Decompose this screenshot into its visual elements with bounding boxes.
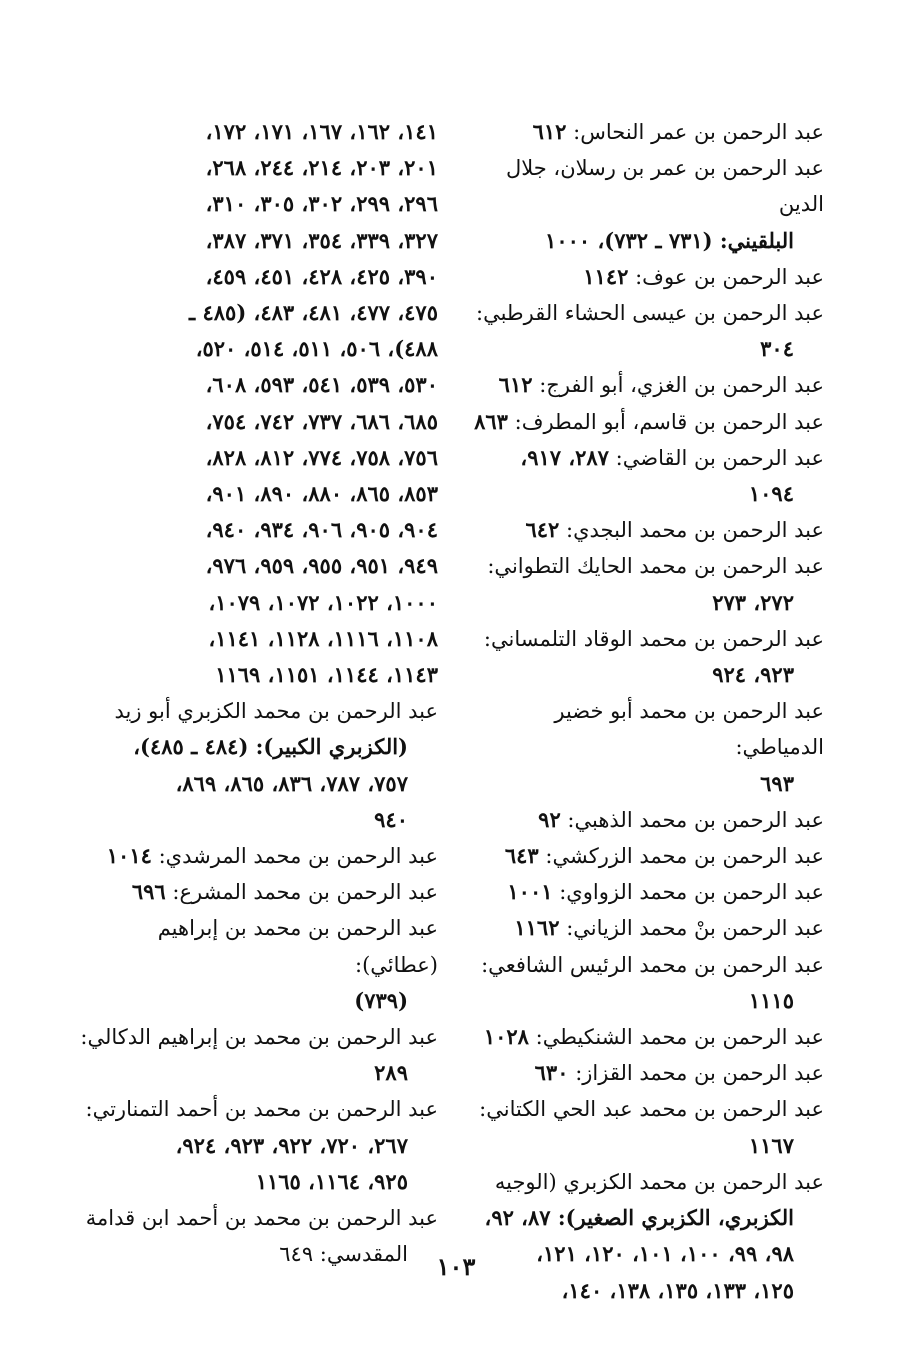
ref-line: ٦٨٥، ٦٨٦، ٧٣٧، ٧٤٢، ٧٥٤، xyxy=(205,408,438,434)
right-column xyxy=(466,114,824,1309)
entry-name: عبد الرحمن بن محمد بن أحمد ابن قدامة xyxy=(85,1206,438,1231)
entry-name: عبد الرحمن بن محمد الشنكيطي: xyxy=(535,1025,824,1050)
entry-refs: ١٠١٤ xyxy=(106,843,152,869)
ref-line: ٤٧٥، ٤٧٧، ٤٨١، ٤٨٣، (٤٨٥ ـ xyxy=(189,300,438,326)
entry-refs: ١١٦٢ xyxy=(514,915,560,941)
index-entry xyxy=(466,621,824,693)
index-entry xyxy=(466,1055,824,1091)
entry-name: عبد الرحمن بن محمد بن إبراهيم الدكالي: xyxy=(80,1025,438,1050)
index-entry xyxy=(80,693,438,838)
index-entry xyxy=(466,367,824,403)
entry-name: عبد الرحمن بن محمد الكزبري أبو زيد xyxy=(114,699,438,724)
left-column xyxy=(80,114,438,1273)
entry-name: عبد الرحمن بن محمد الحايك التطواني: xyxy=(487,554,824,579)
entry-name: عبد الرحمن بن القاضي: xyxy=(615,445,824,470)
entry-continuation: الكزبري، الكزبري الصغير): ٨٧، ٩٢، xyxy=(484,1205,794,1231)
entry-name: عبد الرحمن بن محمد البجدي: xyxy=(566,518,824,543)
entry-name: عبد الرحمن بن محمد بن أحمد التمنارتي: xyxy=(85,1097,438,1122)
entry-continuation: ٩٢٥، ١١٦٤، ١١٦٥ xyxy=(255,1168,408,1194)
ref-line: ٢٠١، ٢٠٣، ٢١٤، ٢٤٤، ٢٦٨، xyxy=(205,155,438,181)
ref-line: ١١٤٣، ١١٤٤، ١١٥١، ١١٦٩ xyxy=(215,662,438,688)
index-entry xyxy=(466,295,824,367)
entry-refs: ١٠٠١ xyxy=(507,879,553,905)
ref-line: ١٤١، ١٦٢، ١٦٧، ١٧١، ١٧٢، xyxy=(205,119,438,144)
ref-line: ٩٠٤، ٩٠٥، ٩٠٦، ٩٣٤، ٩٤٠، xyxy=(205,517,438,543)
entry-name: عبد الرحمن بن عيسى الحشاء القرطبي: xyxy=(476,301,824,326)
index-entry xyxy=(466,114,824,150)
entry-name: عبد الرحمن بن محمد القزاز: xyxy=(575,1061,824,1086)
entry-refs: ٦٩٦ xyxy=(131,879,166,905)
index-entry xyxy=(466,947,824,1019)
ref-line: ٩٤٩، ٩٥١، ٩٥٥، ٩٥٩، ٩٧٦، xyxy=(205,553,438,579)
entry-name: عبد الرحمن بن محمد عبد الحي الكتاني: xyxy=(479,1097,824,1122)
entry-continuation: البلقيني: (٧٣١ ـ ٧٣٢)، ١٠٠٠ xyxy=(545,227,794,253)
entry-refs: ٨٦٣ xyxy=(474,408,508,434)
ref-line: ٥٣٠، ٥٣٩، ٥٤١، ٥٩٣، ٦٠٨، xyxy=(205,372,438,398)
entry-continuation: المقدسي: ٦٤٩ xyxy=(279,1242,408,1267)
index-entry xyxy=(466,259,824,295)
index-entry xyxy=(466,1091,824,1163)
index-entry xyxy=(80,874,438,910)
entry-name: عبد الرحمن بن محمد المرشدي: xyxy=(158,844,438,869)
index-entry xyxy=(466,1164,824,1236)
ref-line: ٣٢٧، ٣٣٩، ٣٥٤، ٣٧١، ٣٨٧، xyxy=(205,227,438,253)
entry-refs: ٢٨٧، ٩١٧، xyxy=(520,444,609,470)
index-entry xyxy=(466,548,824,620)
entry-refs: ٦٤٢ xyxy=(525,517,560,543)
entry-continuation: ١٠٩٤ xyxy=(748,481,794,507)
entry-continuation: ١٢٥، ١٣٣، ١٣٥، ١٣٨، ١٤٠، xyxy=(561,1277,794,1303)
entry-name: عبد الرحمن بن محمد الزواوي: xyxy=(559,880,824,905)
entry-name: عبد الرحمن بن محمد الكزبري (الوجيه xyxy=(494,1169,824,1194)
entry-continuation: ٩٨، ٩٩، ١٠٠، ١٠١، ١٢٠، ١٢١، xyxy=(536,1241,794,1267)
entry-name: عبد الرحمن بن عمر بن رسلان، جلال الدين xyxy=(505,156,824,217)
index-entry xyxy=(466,512,824,548)
entry-name: عبد الرحمن بن محمد الرئيس الشافعي: xyxy=(481,952,824,977)
entry-name: عبد الرحمن بن عوف: xyxy=(635,264,824,289)
entry-continuation: ٧٥٧، ٧٨٧، ٨٣٦، ٨٦٥، ٨٦٩، xyxy=(175,770,408,796)
index-entry xyxy=(466,693,824,802)
index-entry xyxy=(80,1019,438,1091)
index-entry xyxy=(466,1019,824,1055)
ref-line: ٨٥٣، ٨٦٥، ٨٨٠، ٨٩٠، ٩٠١، xyxy=(205,481,438,507)
entry-name: عبد الرحمن بن محمد أبو خضير الدمياطي: xyxy=(554,699,824,760)
index-entry xyxy=(80,838,438,874)
ref-line: ٤٨٨)، ٥٠٦، ٥١١، ٥١٤، ٥٢٠، xyxy=(195,336,438,362)
entry-refs: ١٠٢٨ xyxy=(483,1024,529,1050)
entry-continuation: (الكزبري الكبير): (٤٨٤ ـ ٤٨٥)، xyxy=(133,734,408,760)
entry-name: عبد الرحمن بن قاسم، أبو المطرف: xyxy=(514,409,824,434)
ref-line: ١٠٠٠، ١٠٢٢، ١٠٧٢، ١٠٧٩، xyxy=(208,589,438,615)
index-entry xyxy=(466,404,824,440)
entry-refs: ١١٤٢ xyxy=(583,263,629,289)
entry-name: عبد الرحمن بن الغزي، أبو الفرج: xyxy=(539,373,824,398)
entry-continuation: ٩٤٠ xyxy=(374,806,408,832)
entry-refs: ٦٤٣ xyxy=(504,843,539,869)
entry-continuation: ٢٦٧، ٧٢٠، ٩٢٢، ٩٢٣، ٩٢٤، xyxy=(175,1132,408,1158)
index-entry xyxy=(466,440,824,512)
index-entry xyxy=(466,838,824,874)
page-number: ١٠٣ xyxy=(436,1252,476,1281)
index-entry xyxy=(80,910,438,1019)
index-entry xyxy=(80,1091,438,1200)
index-entry xyxy=(466,150,824,259)
entry-continuation: ٢٨٩ xyxy=(374,1060,408,1086)
index-entry xyxy=(466,910,824,946)
entry-refs: ٩٢ xyxy=(538,806,561,832)
entry-continuation: ٢٧٢، ٢٧٣ xyxy=(712,589,794,615)
entry-name: عبد الرحمن بن محمد الوقاد التلمساني: xyxy=(483,626,824,651)
entry-name: عبد الرحمن بن محمد بن إبراهيم (عطائي): xyxy=(157,916,438,977)
entry-refs: ٦١٢ xyxy=(498,372,533,398)
entry-name: عبد الرحمن بن محمد الزركشي: xyxy=(545,844,824,869)
entry-refs: ٦٣٠ xyxy=(534,1060,569,1086)
entry-continuation: ٣٠٤ xyxy=(760,336,794,362)
ref-line: ٧٥٦، ٧٥٨، ٧٧٤، ٨١٢، ٨٢٨، xyxy=(205,444,438,470)
index-entry xyxy=(466,802,824,838)
entry-refs: ٦١٢ xyxy=(532,119,567,144)
entry-name: عبد الرحمن بن محمد الذهبي: xyxy=(567,807,824,832)
entry-continuation: ١١٦٧ xyxy=(748,1132,794,1158)
ref-line: ٣٩٠، ٤٢٥، ٤٢٨، ٤٥١، ٤٥٩، xyxy=(205,263,438,289)
ref-line: ١١٠٨، ١١١٦، ١١٢٨، ١١٤١، xyxy=(208,625,438,651)
entry-continuation: ١١١٥ xyxy=(748,987,794,1013)
ref-line: ٢٩٦، ٢٩٩، ٣٠٢، ٣٠٥، ٣١٠، xyxy=(205,191,438,217)
index-entry xyxy=(466,874,824,910)
entry-continuation: ٦٩٣ xyxy=(760,770,794,796)
entry-continuation: (٧٣٩) xyxy=(354,987,408,1013)
entry-continuation: ٩٢٣، ٩٢٤ xyxy=(712,662,794,688)
entry-name: عبد الرحمن بن محمد المشرع: xyxy=(172,880,438,905)
entry-name: عبد الرحمن بنْ محمد الزياني: xyxy=(566,916,824,941)
entry-name: عبد الرحمن بن عمر النحاس: xyxy=(573,120,824,144)
